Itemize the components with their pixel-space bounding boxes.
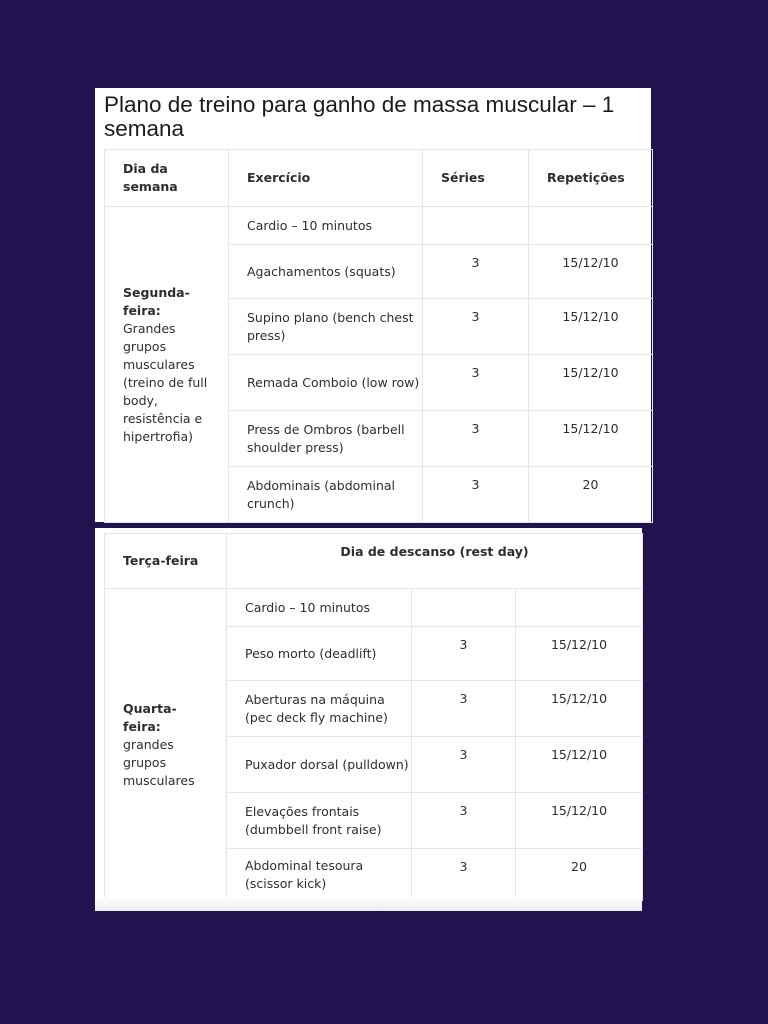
sets-cell: 3 [412,627,516,681]
exercise-cell: Remada Comboio (low row) [229,355,423,411]
day-description: Grandes grupos musculares (treino de full body, resistência e hipertrofia) [123,320,208,444]
page-title: Plano de treino para ganho de massa muscular – 1 semana [104,92,615,141]
reps-cell [529,207,653,245]
reps-cell: 20 [529,467,653,523]
table-row-rest-day [105,534,643,589]
exercise-cell: Elevações frontais (dumbbell front raise) [227,793,412,849]
day-cell-wednesday [105,589,227,901]
exercise-cell: Puxador dorsal (pulldown) [227,737,412,793]
exercise-cell: Cardio – 10 minutos [227,589,412,627]
rest-day-label: Dia de descanso (rest day) [227,534,643,589]
reps-cell: 15/12/10 [516,681,643,737]
sets-cell: 3 [423,299,529,355]
exercise-cell: Press de Ombros (barbell shoulder press) [229,411,423,467]
sets-cell [412,589,516,627]
sets-cell: 3 [423,467,529,523]
exercise-cell: Agachamentos (squats) [229,245,423,299]
day-label: Segunda-feira: [123,284,190,318]
day-cell-monday [105,207,229,523]
reps-cell: 15/12/10 [529,411,653,467]
sets-cell: 3 [423,355,529,411]
reps-cell: 15/12/10 [516,737,643,793]
reps-cell: 15/12/10 [516,627,643,681]
exercise-cell: Abdominais (abdominal crunch) [229,467,423,523]
exercise-cell: Peso morto (deadlift) [227,627,412,681]
header-day: Dia da semana [105,150,229,207]
sets-cell: 3 [412,849,516,901]
exercise-cell: Abdominal tesoura (scissor kick) [227,849,412,901]
workout-plan-panel-2 [95,528,642,911]
exercise-cell: Cardio – 10 minutos [229,207,423,245]
sets-cell [423,207,529,245]
reps-cell [516,589,643,627]
day-label: Quarta-feira: [123,700,177,734]
workout-table-monday [104,149,653,523]
sets-cell: 3 [412,737,516,793]
reps-cell: 15/12/10 [516,793,643,849]
workout-table-tue-wed [104,533,643,901]
reps-cell: 15/12/10 [529,299,653,355]
exercise-cell: Aberturas na máquina (pec deck fly machine) [227,681,412,737]
sets-cell: 3 [423,411,529,467]
day-cell-tuesday [105,534,227,589]
workout-plan-panel-1 [95,88,651,522]
table-row [105,207,653,245]
reps-cell: 15/12/10 [529,245,653,299]
reps-cell: 20 [516,849,643,901]
header-exercise: Exercício [229,150,423,207]
sets-cell: 3 [423,245,529,299]
header-reps: Repetições [529,150,653,207]
sets-cell: 3 [412,681,516,737]
sets-cell: 3 [412,793,516,849]
bottom-shadow [95,897,642,911]
day-description: grandes grupos musculares [123,736,195,788]
table-row [105,589,643,627]
day-label: Terça-feira [123,553,199,568]
header-sets: Séries [423,150,529,207]
reps-cell: 15/12/10 [529,355,653,411]
table-header-row [105,150,653,207]
exercise-cell: Supino plano (bench chest press) [229,299,423,355]
